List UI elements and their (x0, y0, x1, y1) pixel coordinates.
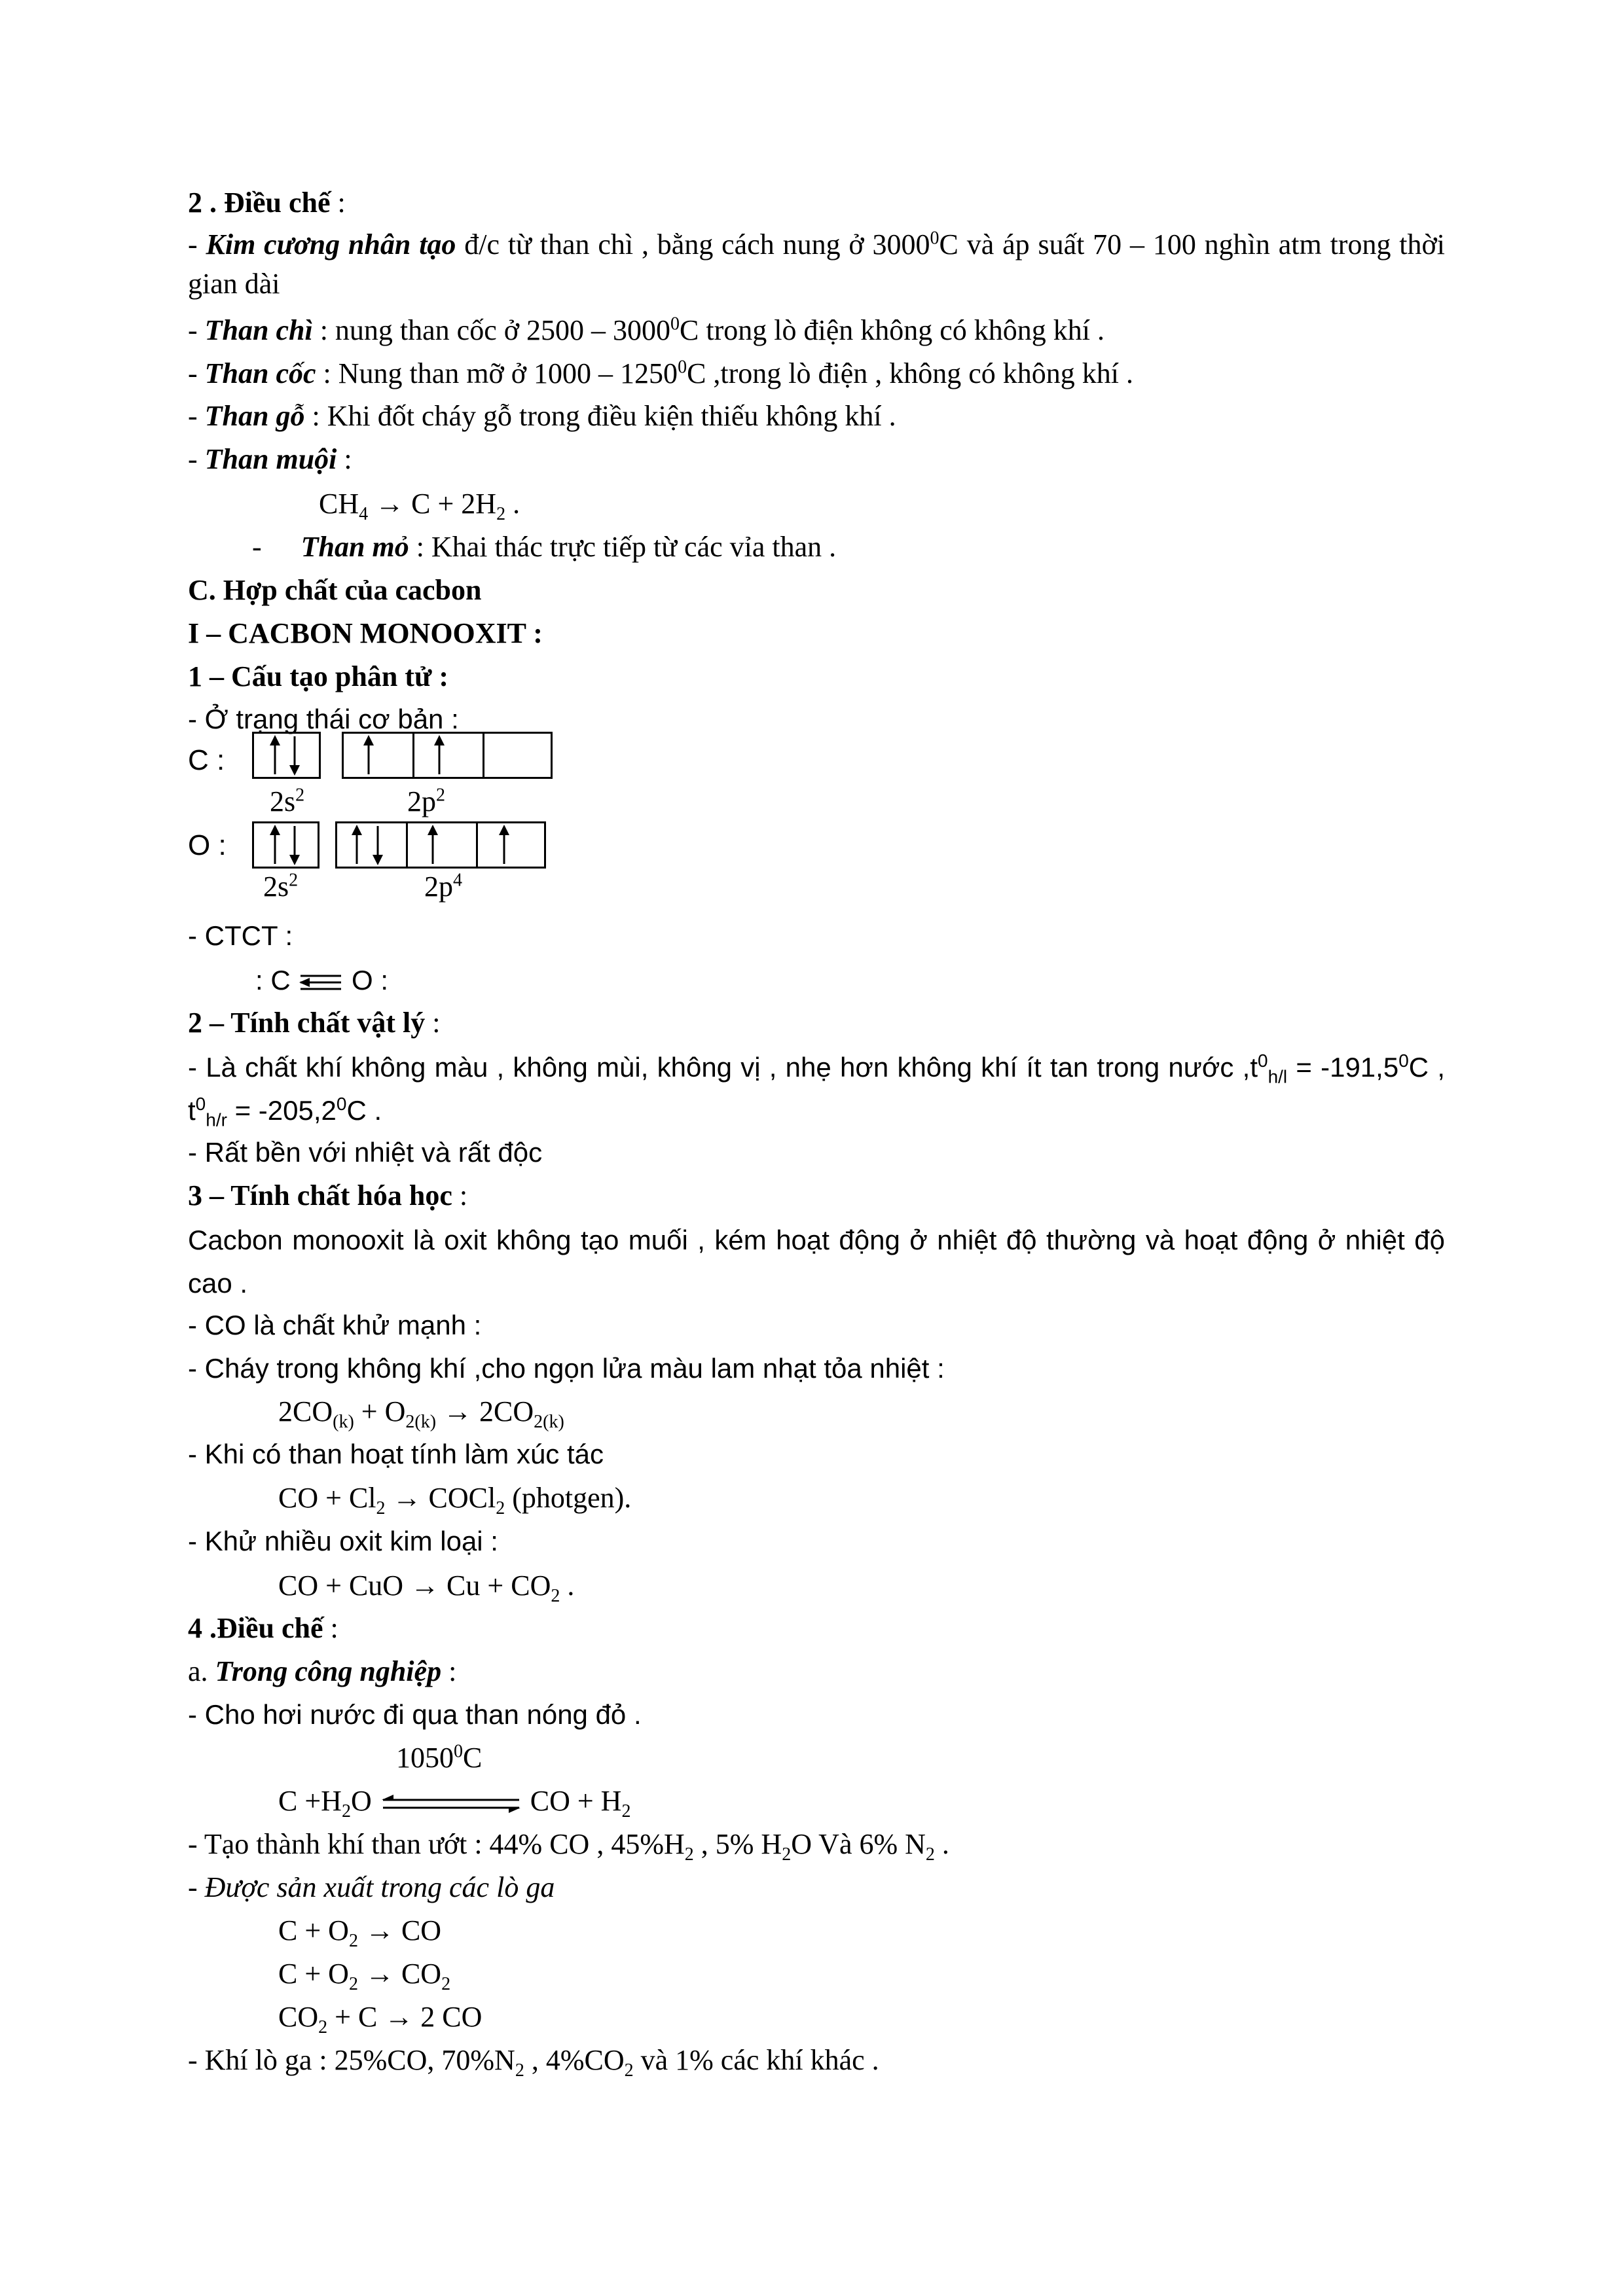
orbital-c-2p-box (342, 732, 553, 779)
equation-co-cuo: CO + CuO → $Cu + CO_2$ . (278, 1570, 575, 1606)
line-chay: - Cháy trong không khí ,cho ngọn lửa màu lam nhạt tỏa nhiệt : (188, 1353, 945, 1384)
equation-c-h2o: $C +H_2O$ CO + $H_2$ (278, 1785, 631, 1821)
equilibrium-arrow-icon (379, 1791, 523, 1817)
orbital-c-2s-box (252, 732, 321, 779)
equation-ch4: $CH_4 \to C + 2H_2$ . (319, 488, 520, 524)
para-kim-cuong: - Kim cương nhân tạo đ/c từ than chì , bằng cách nung ở 3000$^0$C và áp suất 70 – 100 nghìn atm trong thời gian dài (188, 228, 1445, 300)
equation-co-o2: $2CO_{(k)} + O_{2(k)} \to 2CO_{2(k)}$ (278, 1395, 564, 1432)
spin-pair-icon (337, 823, 403, 867)
equation-c-o2-co2: $C + O_2 \to CO_2$ (278, 1958, 451, 1994)
spin-up-icon (408, 823, 473, 867)
line-than-chi: - Than chì : nung than cốc ở 2500 – 3000$^0$C trong lò điện không có không khí . (188, 314, 1104, 346)
spin-up-icon (344, 734, 409, 777)
line-than-mo: - Than mỏ : Khai thác trực tiếp từ các vỉa than . (252, 531, 837, 563)
orbital-o-2p-box (335, 821, 546, 869)
line-than-hoat-tinh: - Khi có than hoạt tính làm xúc tác (188, 1439, 604, 1469)
spin-up-icon (414, 734, 480, 777)
reaction-temperature: 1050$^0$C (396, 1741, 483, 1774)
heading-dieu-che-co: 4 .Điều chế : (188, 1612, 338, 1644)
orbital-c-2p-label: $2p^2$ (407, 785, 445, 817)
heading-tinh-chat-vat-ly: 2 – Tính chất vật lý : (188, 1007, 441, 1039)
para-oxit: Cacbon monooxit là oxit không tạo muối , kém hoạt động ở nhiệt độ thường và hoạt động ở nhiệt độ cao . (188, 1225, 1445, 1299)
equation-co2-c: $CO_2 + C \to 2$ CO (278, 2001, 483, 2037)
line-khu-oxit: - Khử nhiều oxit kim loại : (188, 1526, 498, 1556)
line-chat-khu: - CO là chất khử mạnh : (188, 1310, 482, 1340)
heading-hop-chat: C. Hợp chất của cacbon (188, 574, 482, 606)
orbital-o-2s-label: $2s^2$ (263, 870, 299, 903)
heading-dieu-che: 2 . Điều chế : (188, 187, 346, 219)
orbital-o-label: O : (188, 829, 227, 861)
line-ctct: - CTCT : (188, 920, 293, 951)
orbital-c-2s-label: $2s^2$ (270, 785, 305, 817)
line-cong-nghiep: a. Trong công nghiệp : (188, 1655, 457, 1687)
line-lo-ga: - Được sản xuất trong các lò ga (188, 1871, 555, 1903)
orbital-c-label: C : (188, 744, 225, 776)
orbital-o-2s-box (252, 821, 319, 869)
line-khi-lo-ga: - Khí lò ga : 25%CO, $70\%N_2$ , $4\%CO_2$ và 1% các khí khác . (188, 2044, 879, 2081)
triple-bond-icon (298, 969, 344, 996)
line-than-coc: - Than cốc : Nung than mỡ ở 1000 – 1250$^0$C ,trong lò điện , không có không khí . (188, 357, 1134, 389)
line-trang-thai-co-ban: - Ở trạng thái cơ bản : (188, 704, 459, 734)
spin-pair-icon (254, 734, 319, 777)
structural-formula-co: : C O : (255, 965, 389, 996)
spin-up-icon (478, 823, 543, 867)
line-hoi-nuoc: - Cho hơi nước đi qua than nóng đỏ . (188, 1699, 642, 1730)
equation-co-cl2: CO + $Cl_2$ → COCl$_2$ (photgen). (278, 1482, 632, 1518)
spin-pair-icon (254, 823, 318, 867)
line-than-muoi: - Than muội : (188, 443, 352, 475)
heading-cacbon-monooxit: I – CACBON MONOOXIT : (188, 617, 543, 649)
line-than-go: - Than gỗ : Khi đốt cháy gỗ trong điều kiện thiếu không khí . (188, 400, 896, 432)
heading-tinh-chat-hoa-hoc: 3 – Tính chất hóa học : (188, 1179, 468, 1211)
heading-cau-tao: 1 – Cấu tạo phân tử : (188, 660, 449, 692)
para-tinh-chat-vat-ly: - Là chất khí không màu , không mùi, không vị , nhẹ hơn không khí ít tan trong nước $,t^0_{h/l} = -191,5^0C$ , $t^0_{h/r} = -205,2^0C$ . (188, 1050, 1445, 1130)
line-khi-than-uot: - Tạo thành khí than ướt : 44% CO , $45\%H_2$ , 5% $H_2O$ Và 6% $N_2$ . (188, 1828, 949, 1865)
orbital-o-2p-label: $2p^4$ (424, 870, 462, 903)
equation-c-o2-co: $C + O_2$ → CO (278, 1914, 442, 1951)
line-rat-ben: - Rất bền với nhiệt và rất độc (188, 1137, 543, 1168)
